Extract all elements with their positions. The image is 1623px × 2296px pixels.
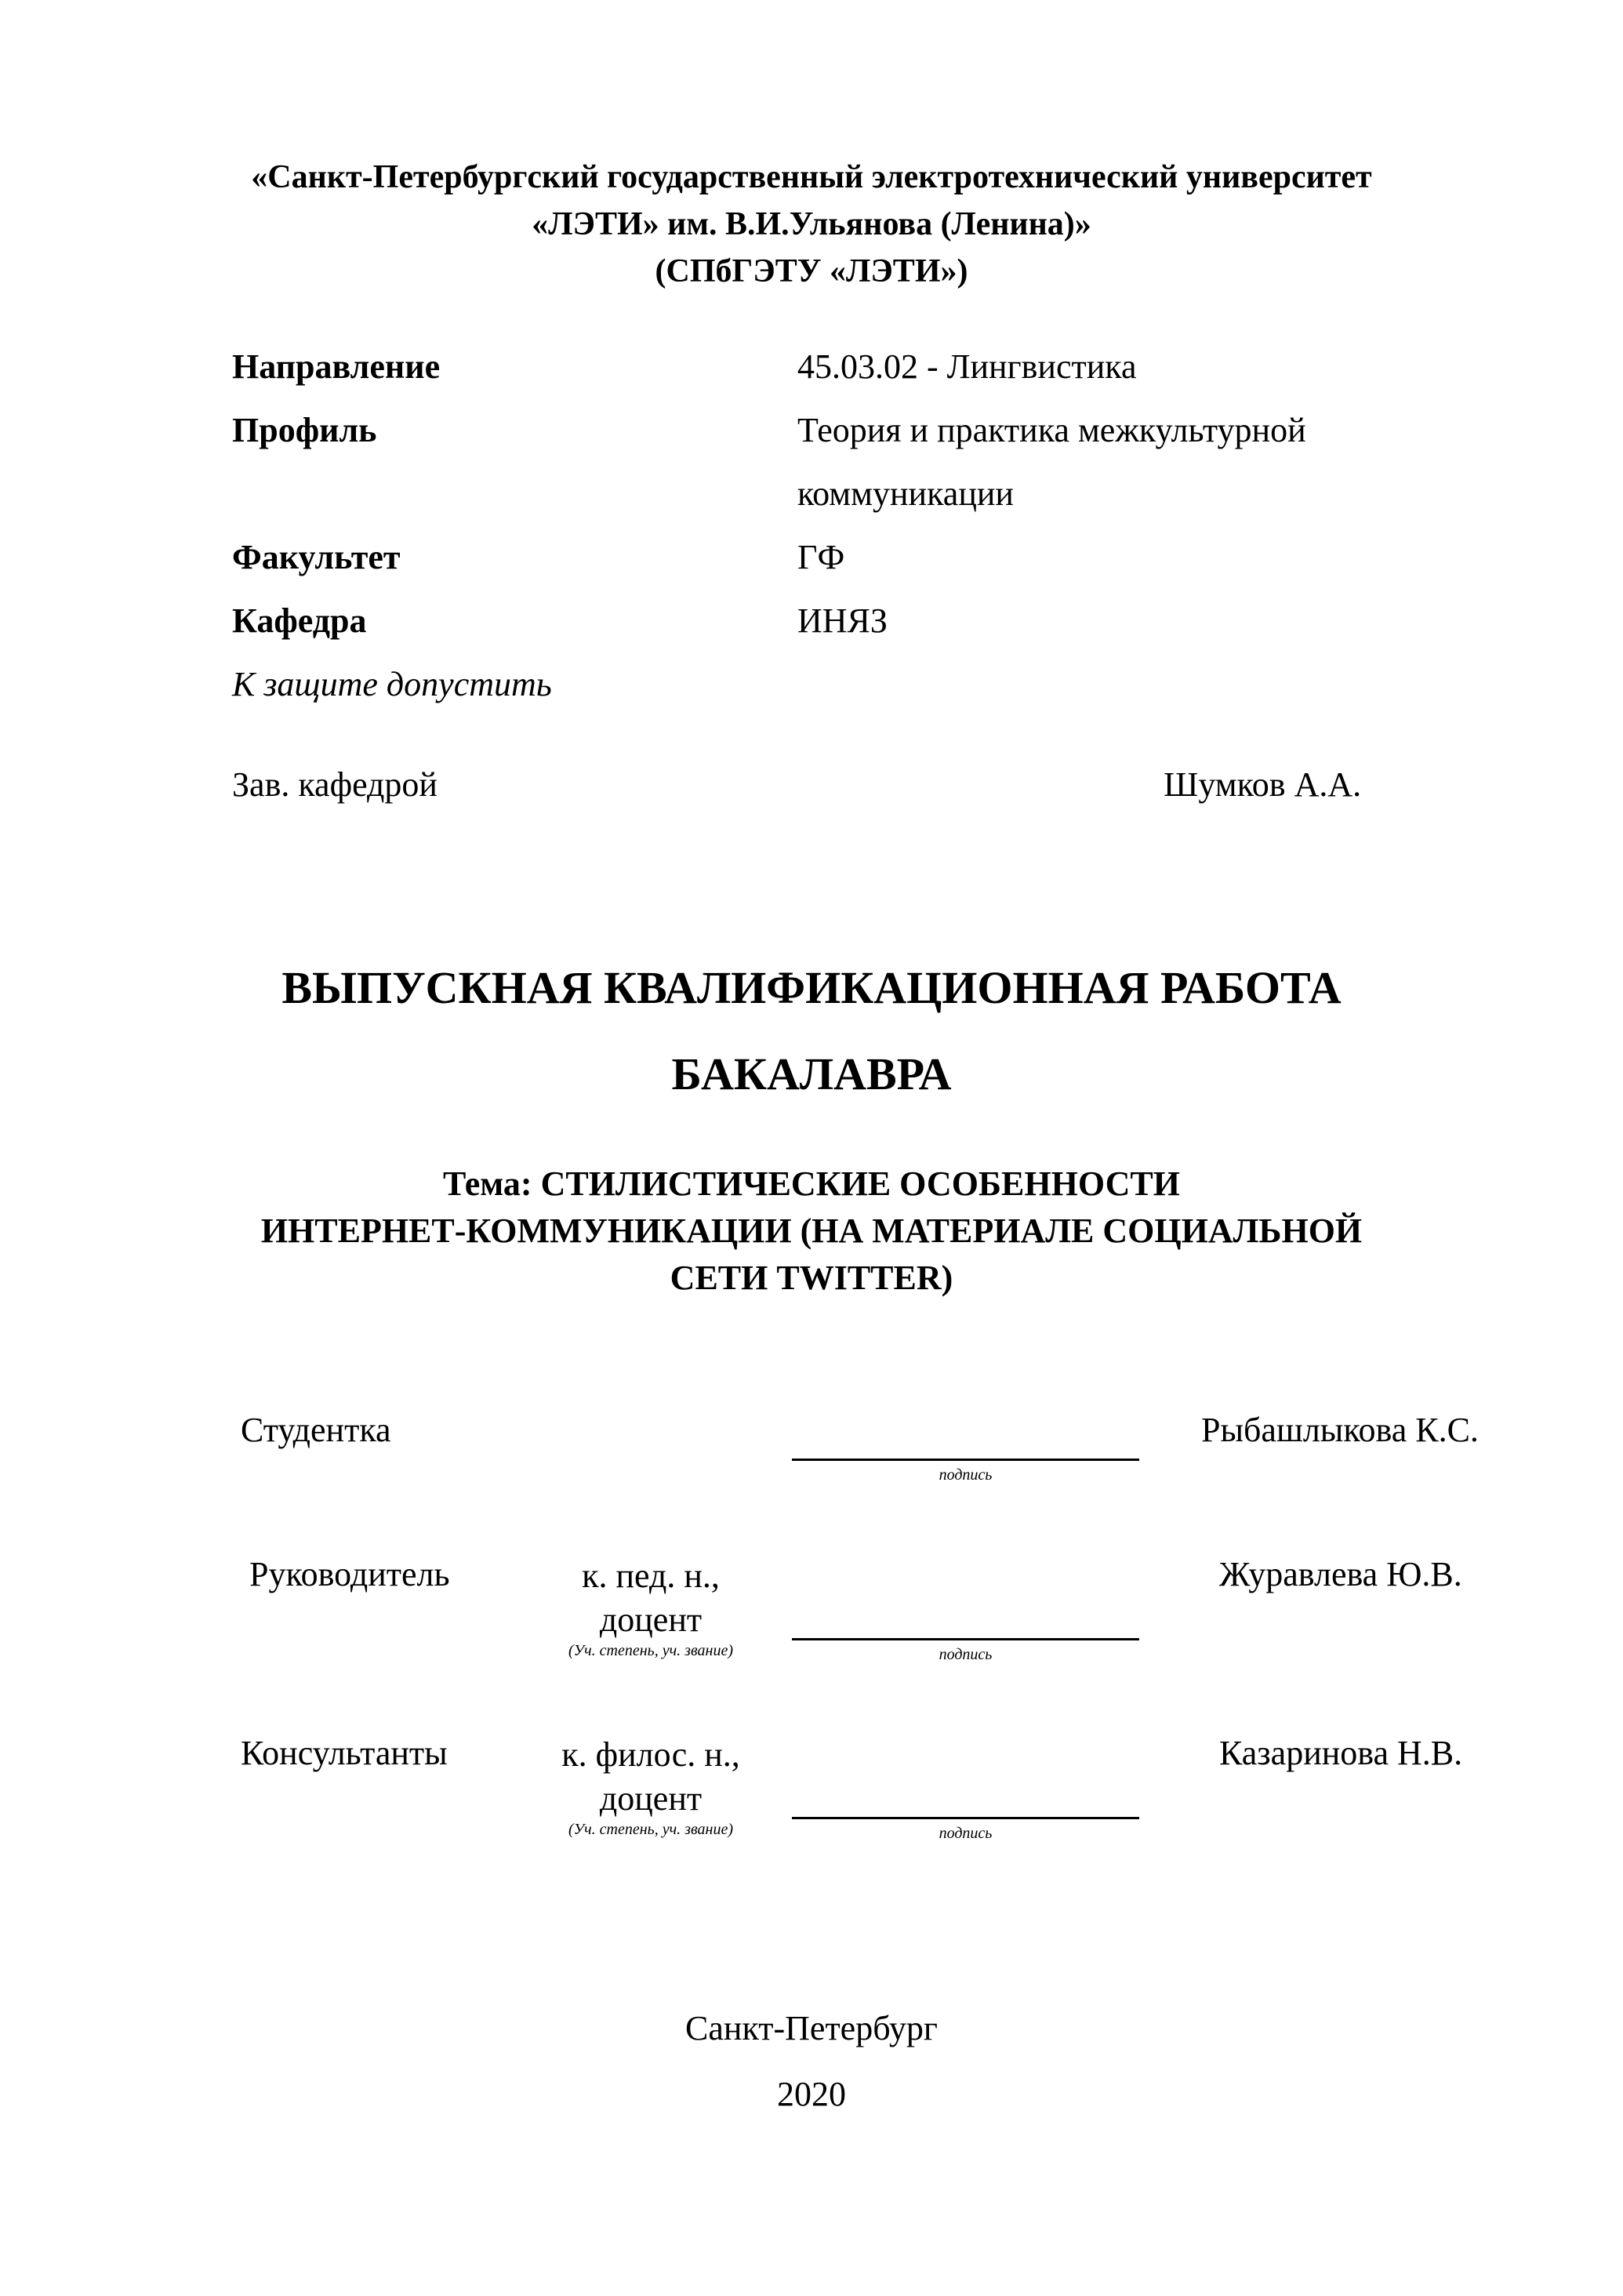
direction-value: 45.03.02 - Лингвистика	[797, 347, 1137, 386]
consultant-signature-caption: подпись	[939, 1825, 993, 1842]
faculty-label: Факультет	[232, 538, 401, 576]
consultant-degree-line2: доцент	[599, 1779, 703, 1818]
footer	[0, 1996, 1623, 2127]
university-header	[0, 154, 1623, 295]
student-role: Студентка	[241, 1411, 391, 1449]
university-name-line2: «ЛЭТИ» им. В.И.Ульянова (Ленина)»	[532, 206, 1091, 242]
thesis-theme	[0, 1161, 1623, 1302]
consultant-signature-line	[792, 1817, 1139, 1819]
department-value: ИНЯЗ	[797, 601, 888, 640]
student-signature-line	[792, 1459, 1139, 1461]
supervisor-signature-caption: подпись	[939, 1646, 993, 1663]
profile-value-line1: Теория и практика межкультурной	[797, 411, 1306, 449]
profile-value-line2: коммуникации	[797, 474, 1014, 513]
consultant-degree-caption: (Уч. степень, уч. звание)	[568, 1821, 733, 1838]
profile-label: Профиль	[232, 411, 377, 449]
direction-label: Направление	[232, 347, 441, 386]
work-title-line2: БАКАЛАВРА	[671, 1048, 952, 1099]
footer-year: 2020	[777, 2075, 846, 2113]
head-of-department-name: Шумков А.А.	[1164, 765, 1362, 804]
supervisor-role: Руководитель	[249, 1555, 450, 1593]
thesis-theme-line3: СЕТИ TWITTER)	[670, 1259, 953, 1297]
supervisor-signature-line	[792, 1638, 1139, 1640]
work-title	[0, 945, 1623, 1117]
student-signature-caption: подпись	[939, 1466, 993, 1484]
consultant-name: Казаринова Н.В.	[1219, 1734, 1463, 1772]
university-abbreviation: (СПбГЭТУ «ЛЭТИ»)	[655, 253, 968, 289]
consultant-role: Консультанты	[241, 1734, 448, 1772]
consultant-degree	[533, 1733, 768, 1821]
supervisor-degree-line1: к. пед. н.,	[582, 1557, 720, 1595]
work-title-line1: ВЫПУСКНАЯ КВАЛИФИКАЦИОННАЯ РАБОТА	[281, 962, 1342, 1013]
student-name: Рыбашлыкова К.С.	[1201, 1411, 1479, 1449]
university-name-line1: «Санкт-Петербургский государственный электротехнический университет	[251, 159, 1372, 195]
department-label: Кафедра	[232, 601, 367, 640]
consultant-degree-line1: к. филос. н.,	[561, 1735, 740, 1774]
supervisor-degree	[533, 1554, 768, 1642]
faculty-value: ГФ	[797, 538, 845, 576]
supervisor-degree-caption: (Уч. степень, уч. звание)	[568, 1642, 733, 1659]
supervisor-name: Журавлева Ю.В.	[1219, 1555, 1462, 1593]
thesis-theme-line1: Тема: СТИЛИСТИЧЕСКИЕ ОСОБЕННОСТИ	[443, 1164, 1180, 1203]
head-of-department-label: Зав. кафедрой	[232, 765, 438, 804]
supervisor-degree-line2: доцент	[599, 1600, 703, 1639]
footer-city: Санкт-Петербург	[685, 2009, 938, 2047]
thesis-theme-line2: ИНТЕРНЕТ-КОММУНИКАЦИИ (НА МАТЕРИАЛЕ СОЦИАЛЬНОЙ	[260, 1212, 1363, 1250]
admission-note: К защите допустить	[232, 665, 552, 703]
